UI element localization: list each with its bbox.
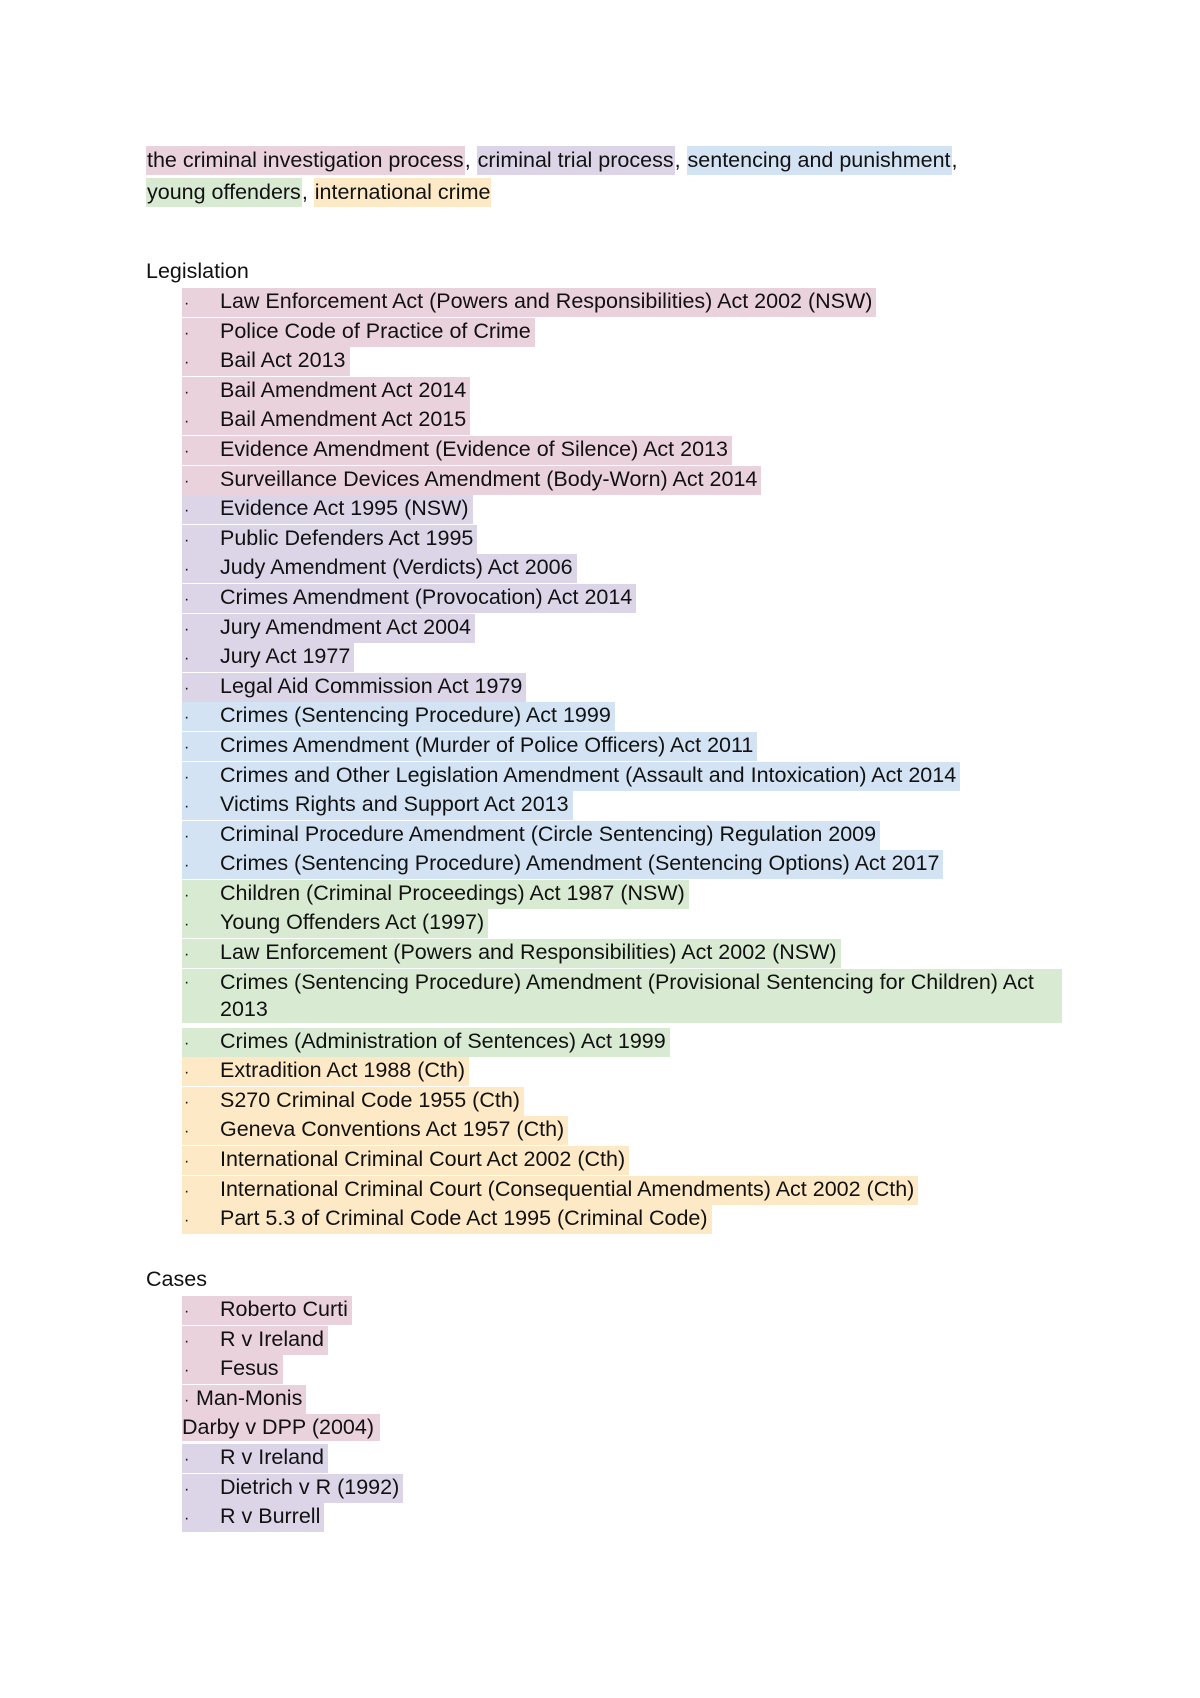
highlight-band — [182, 791, 573, 820]
list-item — [182, 762, 1082, 792]
bullet-icon: · — [184, 679, 190, 697]
bullet-icon: · — [184, 295, 190, 312]
list-item — [182, 732, 1082, 762]
highlight-band — [182, 1444, 328, 1473]
list-item — [182, 1444, 1082, 1474]
list-item — [182, 702, 1082, 732]
highlight-band — [182, 732, 757, 761]
item-text: Law Enforcement (Powers and Responsibilities) Act 2002 (NSW) — [220, 940, 837, 965]
highlight-band — [182, 436, 732, 465]
item-text: Young Offenders Act (1997) — [220, 910, 485, 935]
bullet-icon: · — [184, 354, 190, 372]
item-text: Criminal Procedure Amendment (Circle Sentencing) Regulation 2009 — [220, 821, 877, 846]
list-item — [182, 288, 1082, 318]
topic-key — [146, 144, 1076, 208]
highlight-band — [182, 554, 577, 583]
bullet-icon: · — [184, 1332, 190, 1350]
item-text: International Criminal Court (Consequential Amendments) Act 2002 (Cth) — [220, 1176, 915, 1201]
list-item — [182, 466, 1082, 496]
highlight-band — [182, 347, 350, 376]
topic-separator: , — [674, 148, 687, 172]
bullet-icon: · — [184, 1093, 190, 1111]
highlight-band — [182, 1355, 283, 1384]
list-item — [182, 554, 1082, 584]
item-text: International Criminal Court Act 2002 (Cth) — [220, 1147, 626, 1172]
item-text: Crimes (Sentencing Procedure) Amendment (Sentencing Options) Act 2017 — [220, 851, 940, 876]
highlight-band — [182, 1296, 352, 1325]
bullet-icon: · — [184, 1510, 190, 1528]
list-item — [182, 1414, 1082, 1444]
bullet-icon: · — [184, 531, 190, 549]
list-item — [182, 1116, 1082, 1146]
highlight-band — [182, 1385, 306, 1414]
bullet-icon: · — [184, 413, 190, 431]
item-text: Bail Act 2013 — [220, 348, 346, 373]
highlight-band — [182, 614, 475, 643]
bullet-icon: · — [184, 973, 190, 991]
item-text: Crimes (Sentencing Procedure) Act 1999 — [220, 703, 611, 728]
topic-young-offenders: young offenders — [146, 178, 302, 207]
list-item — [182, 318, 1082, 348]
highlight-band — [182, 850, 943, 879]
list-item — [182, 969, 1082, 1028]
item-text: Roberto Curti — [220, 1297, 348, 1321]
bullet-icon: · — [184, 709, 190, 727]
list-item — [182, 1176, 1082, 1206]
item-text: Surveillance Devices Amendment (Body-Worn) Act 2014 — [220, 466, 758, 491]
highlight-band — [182, 466, 761, 495]
bullet-icon: · — [184, 590, 190, 608]
item-text: Bail Amendment Act 2014 — [220, 377, 467, 402]
list-item — [182, 1296, 1082, 1326]
list-item — [182, 791, 1082, 821]
bullet-icon: · — [184, 472, 190, 490]
bullet-icon: · — [184, 1303, 190, 1320]
item-text: R v Burrell — [220, 1504, 321, 1529]
topic-international: international crime — [314, 178, 492, 207]
bullet-icon: · — [184, 857, 190, 875]
topic-trial: criminal trial process — [477, 146, 675, 175]
bullet-icon: · — [184, 1064, 190, 1082]
highlight-band — [182, 288, 876, 317]
list-item — [182, 909, 1082, 939]
topic-separator: , — [301, 180, 314, 204]
list-item — [182, 347, 1082, 377]
item-text: Children (Criminal Proceedings) Act 1987 (NSW) — [220, 880, 685, 905]
highlight-band — [182, 1414, 380, 1441]
bullet-icon: · — [184, 442, 190, 460]
topic-sentencing: sentencing and punishment — [687, 146, 952, 175]
list-item — [182, 1146, 1082, 1176]
item-text: Extradition Act 1988 (Cth) — [220, 1058, 465, 1083]
list-item — [182, 377, 1082, 407]
highlight-band — [182, 1146, 629, 1175]
cases-heading: Cases — [146, 1267, 207, 1291]
list-item — [182, 1028, 1082, 1058]
item-text: Crimes Amendment (Provocation) Act 2014 — [220, 584, 633, 609]
highlight-band — [182, 1326, 328, 1355]
bullet-icon: · — [184, 324, 190, 342]
list-item — [182, 1087, 1082, 1117]
item-text: Crimes and Other Legislation Amendment (Assault and Intoxication) Act 2014 — [220, 762, 957, 787]
bullet-icon: · — [184, 561, 190, 579]
item-text: Evidence Amendment (Evidence of Silence) Act 2013 — [220, 436, 728, 461]
bullet-icon: · — [184, 502, 190, 520]
item-text: R v Ireland — [220, 1444, 324, 1469]
highlight-band — [182, 673, 526, 702]
item-text: Crimes (Sentencing Procedure) Amendment (Provisional Sentencing for Children) Act 2013 — [220, 969, 1034, 1021]
item-text: Crimes Amendment (Murder of Police Officers) Act 2011 — [220, 732, 754, 757]
highlight-band — [182, 821, 880, 850]
highlight-band — [182, 377, 470, 406]
list-item — [182, 1474, 1082, 1504]
item-text: Crimes (Administration of Sentences) Act 1999 — [220, 1028, 666, 1053]
item-text: Bail Amendment Act 2015 — [220, 407, 467, 432]
highlight-band — [182, 939, 841, 968]
list-item — [182, 1057, 1082, 1087]
list-item — [182, 673, 1082, 703]
topic-separator: , — [951, 148, 958, 172]
highlight-band — [182, 1087, 524, 1116]
bullet-icon: · — [184, 1391, 190, 1409]
highlight-band — [182, 702, 615, 731]
bullet-icon: · — [184, 886, 190, 904]
cases-list — [182, 1296, 1082, 1533]
item-text: Darby v DPP (2004) — [182, 1415, 374, 1440]
highlight-band — [182, 1503, 324, 1532]
bullet-icon: · — [184, 1182, 190, 1200]
list-item — [182, 495, 1082, 525]
bullet-icon: · — [184, 620, 190, 638]
item-text: Law Enforcement Act (Powers and Responsibilities) Act 2002 (NSW) — [220, 289, 873, 313]
bullet-icon: · — [184, 383, 190, 401]
item-text: Geneva Conventions Act 1957 (Cth) — [220, 1117, 565, 1142]
item-text: Jury Amendment Act 2004 — [220, 614, 471, 639]
bullet-icon: · — [184, 1480, 190, 1498]
highlight-band — [182, 909, 488, 938]
list-item — [182, 584, 1082, 614]
list-item — [182, 939, 1082, 969]
bullet-icon: · — [184, 946, 190, 964]
legislation-heading: Legislation — [146, 259, 249, 283]
bullet-icon: · — [184, 768, 190, 786]
list-item — [182, 1355, 1082, 1385]
list-item — [182, 525, 1082, 555]
highlight-band — [182, 1205, 712, 1234]
item-text: Man-Monis — [196, 1385, 303, 1410]
bullet-icon: · — [184, 798, 190, 816]
bullet-icon: · — [184, 1153, 190, 1171]
highlight-band — [182, 969, 1062, 1023]
highlight-band — [182, 406, 470, 435]
item-text: Dietrich v R (1992) — [220, 1474, 400, 1499]
item-text: R v Ireland — [220, 1326, 324, 1351]
bullet-icon: · — [184, 1123, 190, 1141]
highlight-band — [182, 1028, 670, 1057]
highlight-band — [182, 762, 960, 791]
highlight-band — [182, 1474, 403, 1503]
list-item — [182, 821, 1082, 851]
list-item — [182, 1326, 1082, 1356]
highlight-band — [182, 1176, 918, 1205]
item-text: Fesus — [220, 1356, 279, 1381]
item-text: Jury Act 1977 — [220, 644, 351, 669]
highlight-band — [182, 1116, 568, 1145]
item-text: Judy Amendment (Verdicts) Act 2006 — [220, 555, 573, 580]
legislation-list — [182, 288, 1082, 1235]
list-item — [182, 1385, 1082, 1415]
highlight-band — [182, 495, 473, 524]
item-text: Public Defenders Act 1995 — [220, 525, 474, 550]
topic-investigation: the criminal investigation process — [146, 146, 465, 175]
highlight-band — [182, 525, 477, 554]
item-text: Part 5.3 of Criminal Code Act 1995 (Criminal Code) — [220, 1206, 708, 1231]
highlight-band — [182, 318, 535, 347]
bullet-icon: · — [184, 916, 190, 934]
list-item — [182, 406, 1082, 436]
item-text: Police Code of Practice of Crime — [220, 318, 531, 343]
highlight-band — [182, 1057, 469, 1086]
list-item — [182, 1205, 1082, 1235]
bullet-icon: · — [184, 738, 190, 756]
highlight-band — [182, 880, 689, 909]
list-item — [182, 850, 1082, 880]
bullet-icon: · — [184, 650, 190, 668]
highlight-band — [182, 584, 636, 613]
bullet-icon: · — [184, 1450, 190, 1468]
list-item — [182, 643, 1082, 673]
item-text: Victims Rights and Support Act 2013 — [220, 792, 569, 817]
item-text: Legal Aid Commission Act 1979 — [220, 673, 523, 698]
list-item — [182, 1503, 1082, 1533]
item-text: Evidence Act 1995 (NSW) — [220, 496, 469, 521]
bullet-icon: · — [184, 1362, 190, 1380]
bullet-icon: · — [184, 1034, 190, 1052]
highlight-band — [182, 643, 354, 672]
bullet-icon: · — [184, 827, 190, 845]
list-item — [182, 880, 1082, 910]
list-item — [182, 436, 1082, 466]
list-item — [182, 614, 1082, 644]
topic-separator: , — [464, 148, 477, 172]
item-text: S270 Criminal Code 1955 (Cth) — [220, 1087, 520, 1112]
bullet-icon: · — [184, 1212, 190, 1230]
